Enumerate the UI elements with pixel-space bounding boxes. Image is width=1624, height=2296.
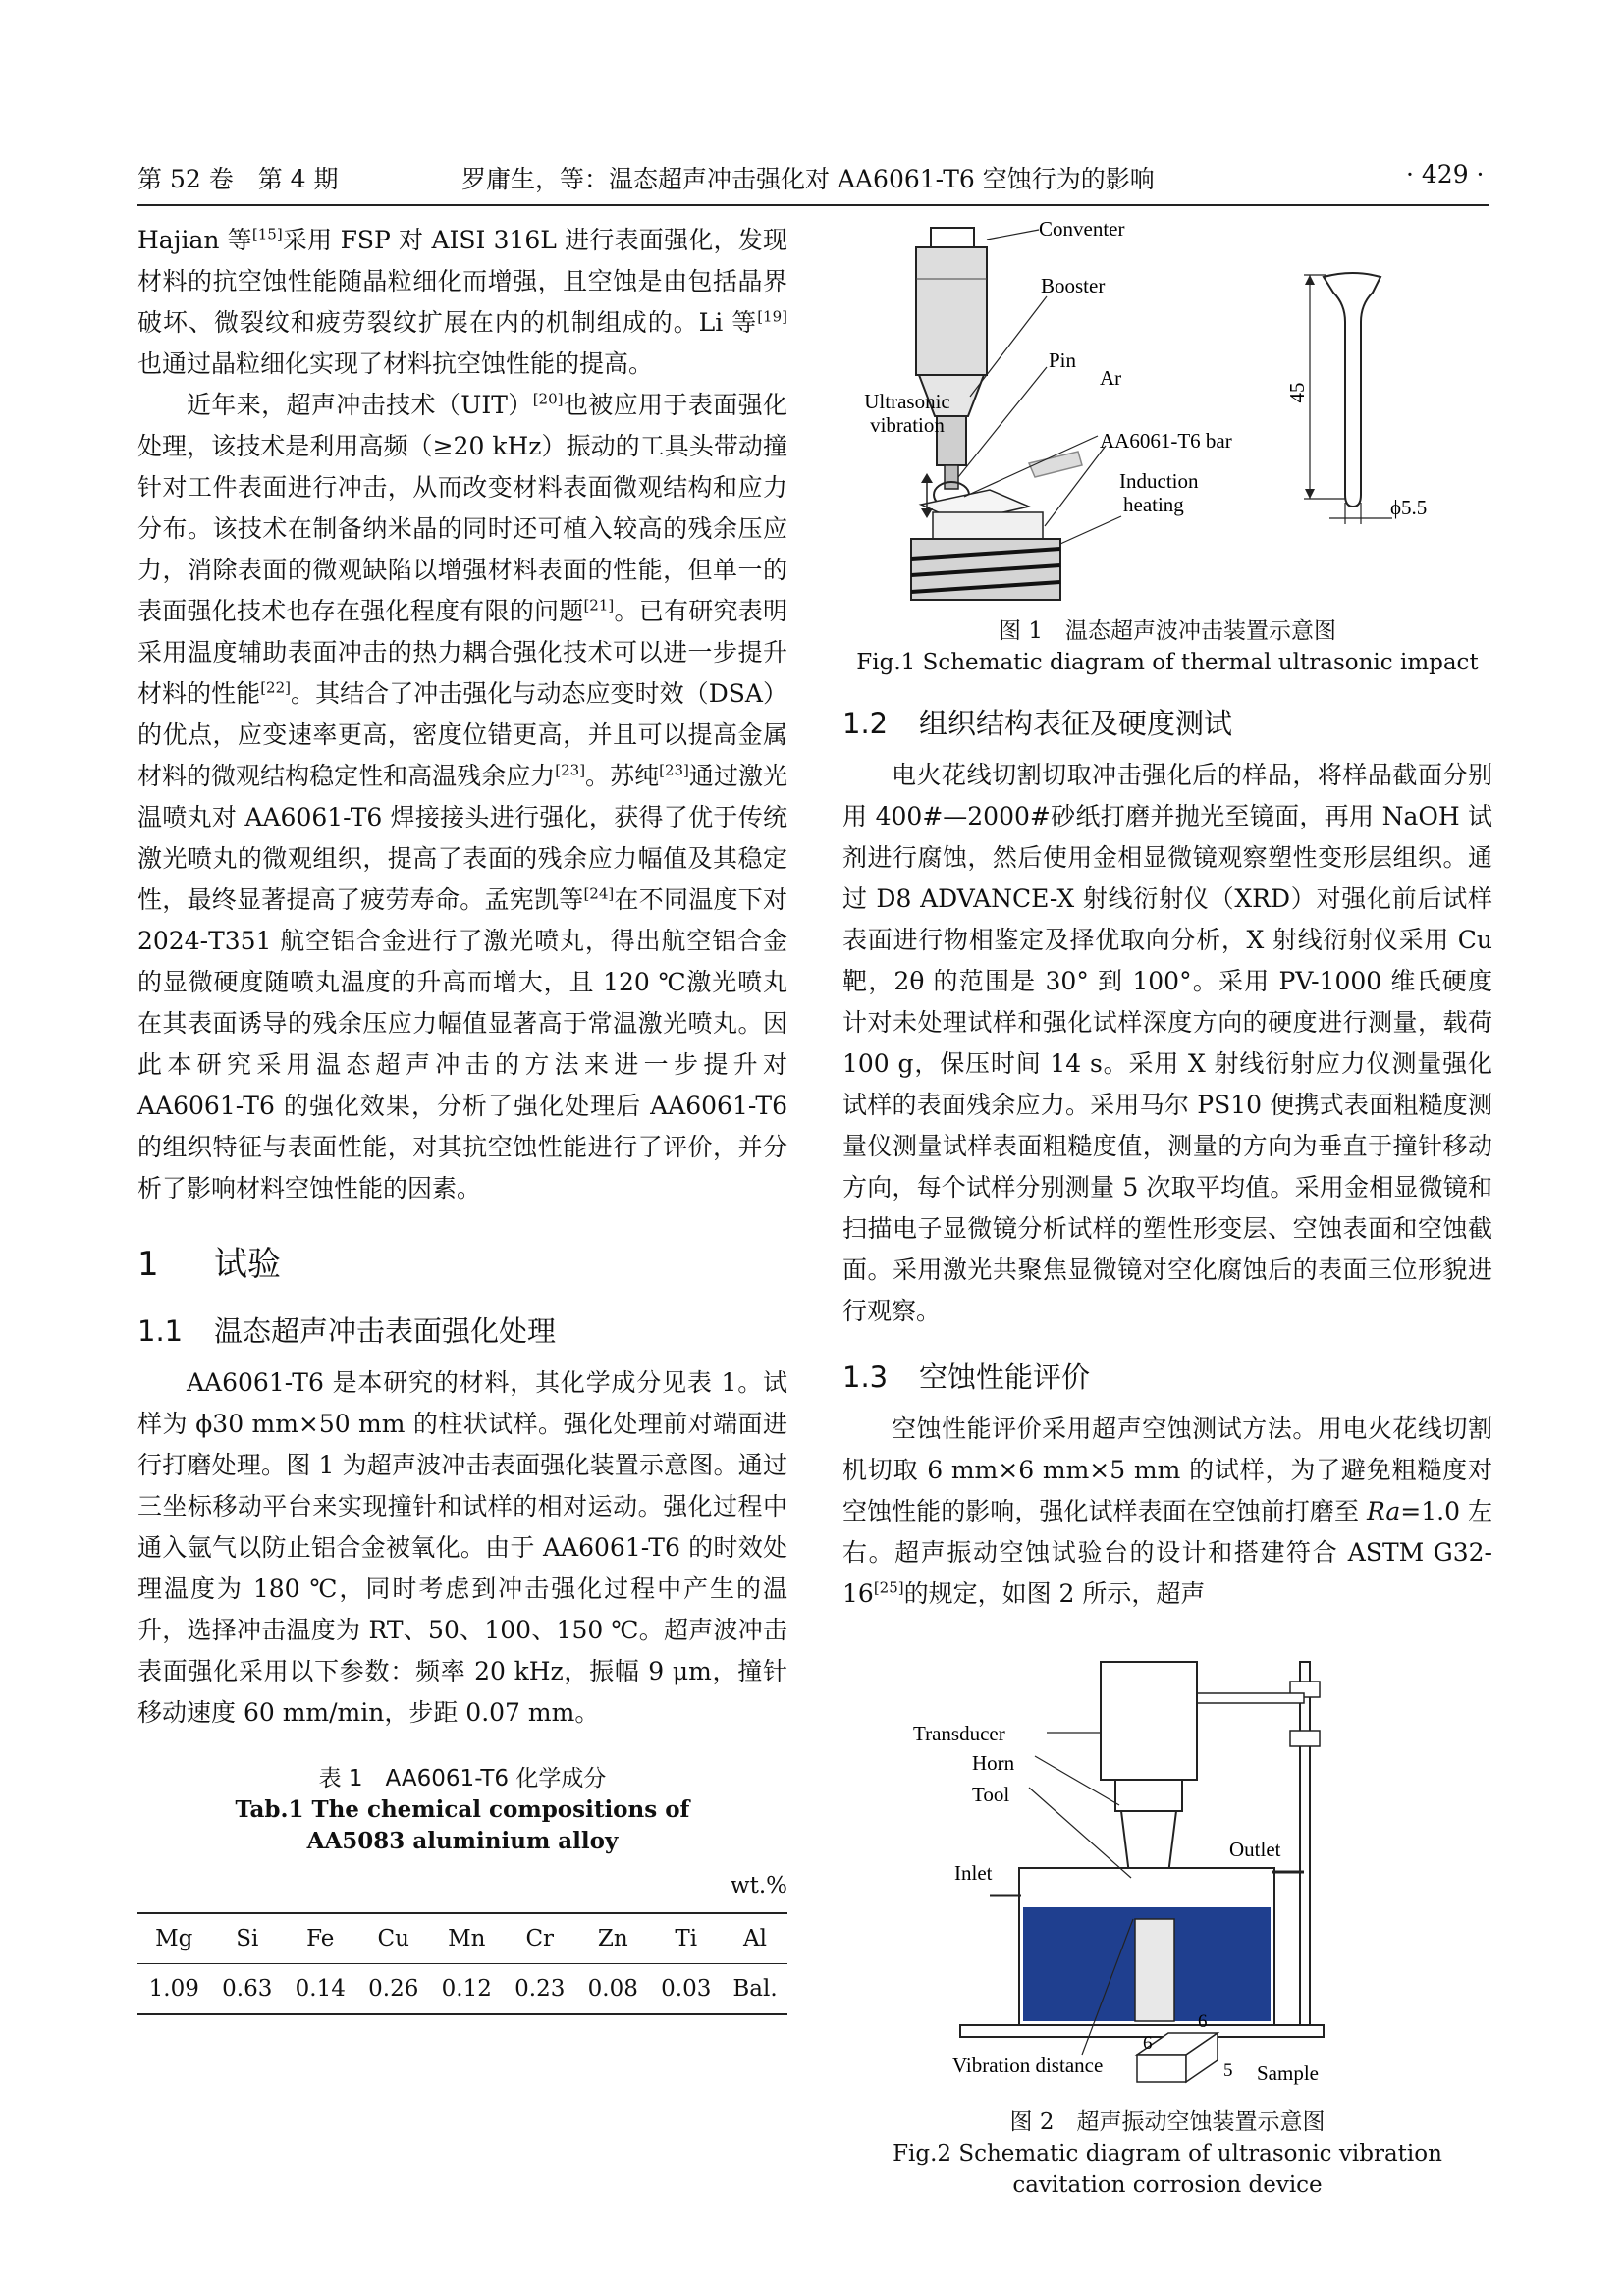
table-header-cell: Ti: [650, 1913, 724, 1964]
table-value-cell: 0.03: [650, 1964, 724, 2015]
label-dim-6a: 6: [1198, 2011, 1208, 2032]
label-horn: Horn: [972, 1751, 1015, 1775]
label-tool: Tool: [972, 1783, 1010, 1806]
table-value-cell: 0.63: [211, 1964, 285, 2015]
table-value-cell: 0.14: [284, 1964, 357, 2015]
paragraph-material: AA6061-T6 是本研究的材料，其化学成分见表 1。试样为 ϕ30 mm×50 mm 的柱状试样。强化处理前对端面进行打磨处理。图 1 为超声波冲击表面强化装置示意图。通过三坐标移动平台来实现撞针和试样的相对运动。强化过程中通入氩气以防止铝合金被氧化。由于 AA6061-T6 的时效处理温度为 180 ℃，同时考虑到冲击强化过程中产生的温升，选择冲击温度为 RT、50、100、150 ℃。超声波冲击表面强化采用以下参数：频率 20 kHz，振幅 9 μm，撞针移动速度 60 mm/min，步距 0.07 mm。: [137, 1368, 787, 1727]
table-value-cell: 0.26: [357, 1964, 431, 2015]
left-column: [137, 220, 787, 2015]
table-header-cell: Al: [723, 1913, 787, 1964]
label-induction: Induction: [1119, 469, 1199, 493]
page-number: · 429 ·: [1406, 160, 1485, 188]
table-unit: wt.%: [730, 1873, 787, 1898]
label-outlet: Outlet: [1229, 1838, 1281, 1861]
table-value-cell: 1.09: [137, 1964, 211, 2015]
paragraph-uit: 近年来，超声冲击技术（UIT）[20]也被应用于表面强化处理，该技术是利用高频（≥20 kHz）振动的工具头带动撞针对工件表面进行冲击，从而改变材料表面微观结构和应力分布。该技术在制备纳米晶的同时还可植入较高的残余压应力，消除表面的微观缺陷以增强材料表面的性能，但单一的表面强化技术也存在强化程度有限的问题[21]。已有研究表明采用温度辅助表面冲击的热力耦合强化技术可以进一步提升材料的性能[22]。其结合了冲击强化与动态应变时效（DSA）的优点，应变速率更高，密度位错更高，并且可以提高金属材料的微观结构稳定性和高温残余应力[23]。苏纯[23]通过激光温喷丸对 AA6061-T6 焊接接头进行强化，获得了优于传统激光喷丸的微观组织，提高了表面的残余应力幅值及其稳定性，最终显著提高了疲劳寿命。孟宪凯等[24]在不同温度下对 2024-T351 航空铝合金进行了激光喷丸，得出航空铝合金的显微硬度随喷丸温度的升高而增大，且 120 ℃激光喷丸在其表面诱导的残余压应力幅值显著高于常温激光喷丸。因此本研究采用温态超声冲击的方法来进一步提升对 AA6061-T6 的强化效果，分析了强化处理后 AA6061-T6 的组织特征与表面性能，对其抗空蚀性能进行了评价，并分析了影响材料空蚀性能的因素。: [137, 390, 787, 1202]
table-header-cell: Mg: [137, 1913, 211, 1964]
label-vibration-distance: Vibration distance: [952, 2054, 1104, 2077]
label-booster: Booster: [1041, 274, 1106, 297]
figure-2-caption-en-2: cavitation corrosion device: [1012, 2172, 1323, 2198]
composition-table: [137, 1912, 787, 2015]
figure-2-caption-en-1: Fig.2 Schematic diagram of ultrasonic vibration: [893, 2141, 1442, 2166]
table-caption-en-2: AA5083 aluminium alloy: [306, 1828, 619, 1854]
right-column: [842, 220, 1492, 2201]
label-ultrasonic: Ultrasonic: [864, 390, 950, 413]
paragraph-hajian: Hajian 等[15]采用 FSP 对 AISI 316L 进行表面强化，发现材料的抗空蚀性能随晶粒细化而增强，且空蚀是由包括晶界破坏、微裂纹和疲劳裂纹扩展在内的机制组成的。Li 等[19]也通过晶粒细化实现了材料抗空蚀性能的提高。: [137, 225, 787, 378]
header-rule: [137, 204, 1489, 206]
label-pin: Pin: [1049, 348, 1077, 372]
table-value-cell: Bal.: [723, 1964, 787, 2015]
label-conventer: Conventer: [1039, 220, 1125, 240]
label-bar: AA6061-T6 bar: [1100, 429, 1232, 453]
label-sample: Sample: [1257, 2061, 1319, 2085]
section-heading-1-3: 1.3 空蚀性能评价: [842, 1361, 1091, 1394]
table-header-cell: Zn: [576, 1913, 650, 1964]
figure-1-caption-cn: 图 1 温态超声波冲击装置示意图: [999, 618, 1336, 644]
table-header-cell: Cu: [357, 1913, 431, 1964]
label-dim-6b: 6: [1143, 2033, 1153, 2054]
section-heading-1-1: 1.1 温态超声冲击表面强化处理: [137, 1314, 557, 1348]
running-header-title: 罗庸生，等：温态超声冲击强化对 AA6061-T6 空蚀行为的影响: [461, 165, 1155, 193]
section-heading-1-2: 1.2 组织结构表征及硬度测试: [842, 707, 1233, 740]
figure-2-diagram: [842, 1632, 1492, 2094]
label-transducer: Transducer: [913, 1722, 1005, 1745]
label-dim-55: ϕ5.5: [1390, 496, 1428, 519]
table-caption-en-1: Tab.1 The chemical compositions of: [235, 1796, 690, 1823]
paragraph-cavitation: 空蚀性能评价采用超声空蚀测试方法。用电火花线切割机切取 6 mm×6 mm×5 mm 的试样，为了避免粗糙度对空蚀性能的影响，强化试样表面在空蚀前打磨至 Ra=1.0 左右。超声振动空蚀试验台的设计和搭建符合 ASTM G32-16[25]的规定，如图 2 所示，超声: [842, 1415, 1492, 1608]
paragraph-characterization: 电火花线切割切取冲击强化后的样品，将样品截面分别用 400#—2000#砂纸打磨并抛光至镜面，再用 NaOH 试剂进行腐蚀，然后使用金相显微镜观察塑性变形层组织。通过 D8 ADVANCE-X 射线衍射仪（XRD）对强化前后试样表面进行物相鉴定及择优取向分析，X 射线衍射仪采用 Cu 靶，2θ 的范围是 30° 到 100°。采用 PV-1000 维氏硬度计对未处理试样和强化试样深度方向的硬度进行测量，载荷 100 g，保压时间 14 s。采用 X 射线衍射应力仪测量强化试样的表面残余应力。采用马尔 PS10 便携式表面粗糙度测量仪测量试样表面粗糙度值，测量的方向为垂直于撞针移动方向，每个试样分别测量 5 次取平均值。采用金相显微镜和扫描电子显微镜分析试样的塑性形变层、空蚀表面和空蚀截面。采用激光共聚焦显微镜对空化腐蚀后的表面三位形貌进行观察。: [842, 761, 1492, 1325]
label-vibration: vibration: [870, 413, 945, 437]
table-header-cell: Si: [211, 1913, 285, 1964]
table-value-cell: 0.23: [504, 1964, 577, 2015]
table-value-cell: 0.12: [430, 1964, 504, 2015]
label-ar: Ar: [1100, 366, 1122, 390]
table-header-cell: Fe: [284, 1913, 357, 1964]
figure-1-caption-en: Fig.1 Schematic diagram of thermal ultrasonic impact: [856, 650, 1479, 675]
figure-1-diagram: [842, 220, 1492, 603]
label-dim-5: 5: [1223, 2060, 1233, 2081]
section-heading-1: 1 试验: [137, 1245, 281, 1284]
table-header-cell: Mn: [430, 1913, 504, 1964]
label-heating: heating: [1123, 493, 1184, 516]
label-inlet: Inlet: [954, 1861, 993, 1885]
table-value-cell: 0.08: [576, 1964, 650, 2015]
table-header-cell: Cr: [504, 1913, 577, 1964]
table-caption-cn: 表 1 AA6061-T6 化学成分: [318, 1766, 607, 1791]
running-header-volume: 第 52 卷 第 4 期: [137, 165, 339, 193]
label-dim-45: 45: [1285, 382, 1309, 403]
figure-2-caption-cn: 图 2 超声振动空蚀装置示意图: [1009, 2109, 1326, 2135]
table-1: [137, 1763, 787, 2015]
